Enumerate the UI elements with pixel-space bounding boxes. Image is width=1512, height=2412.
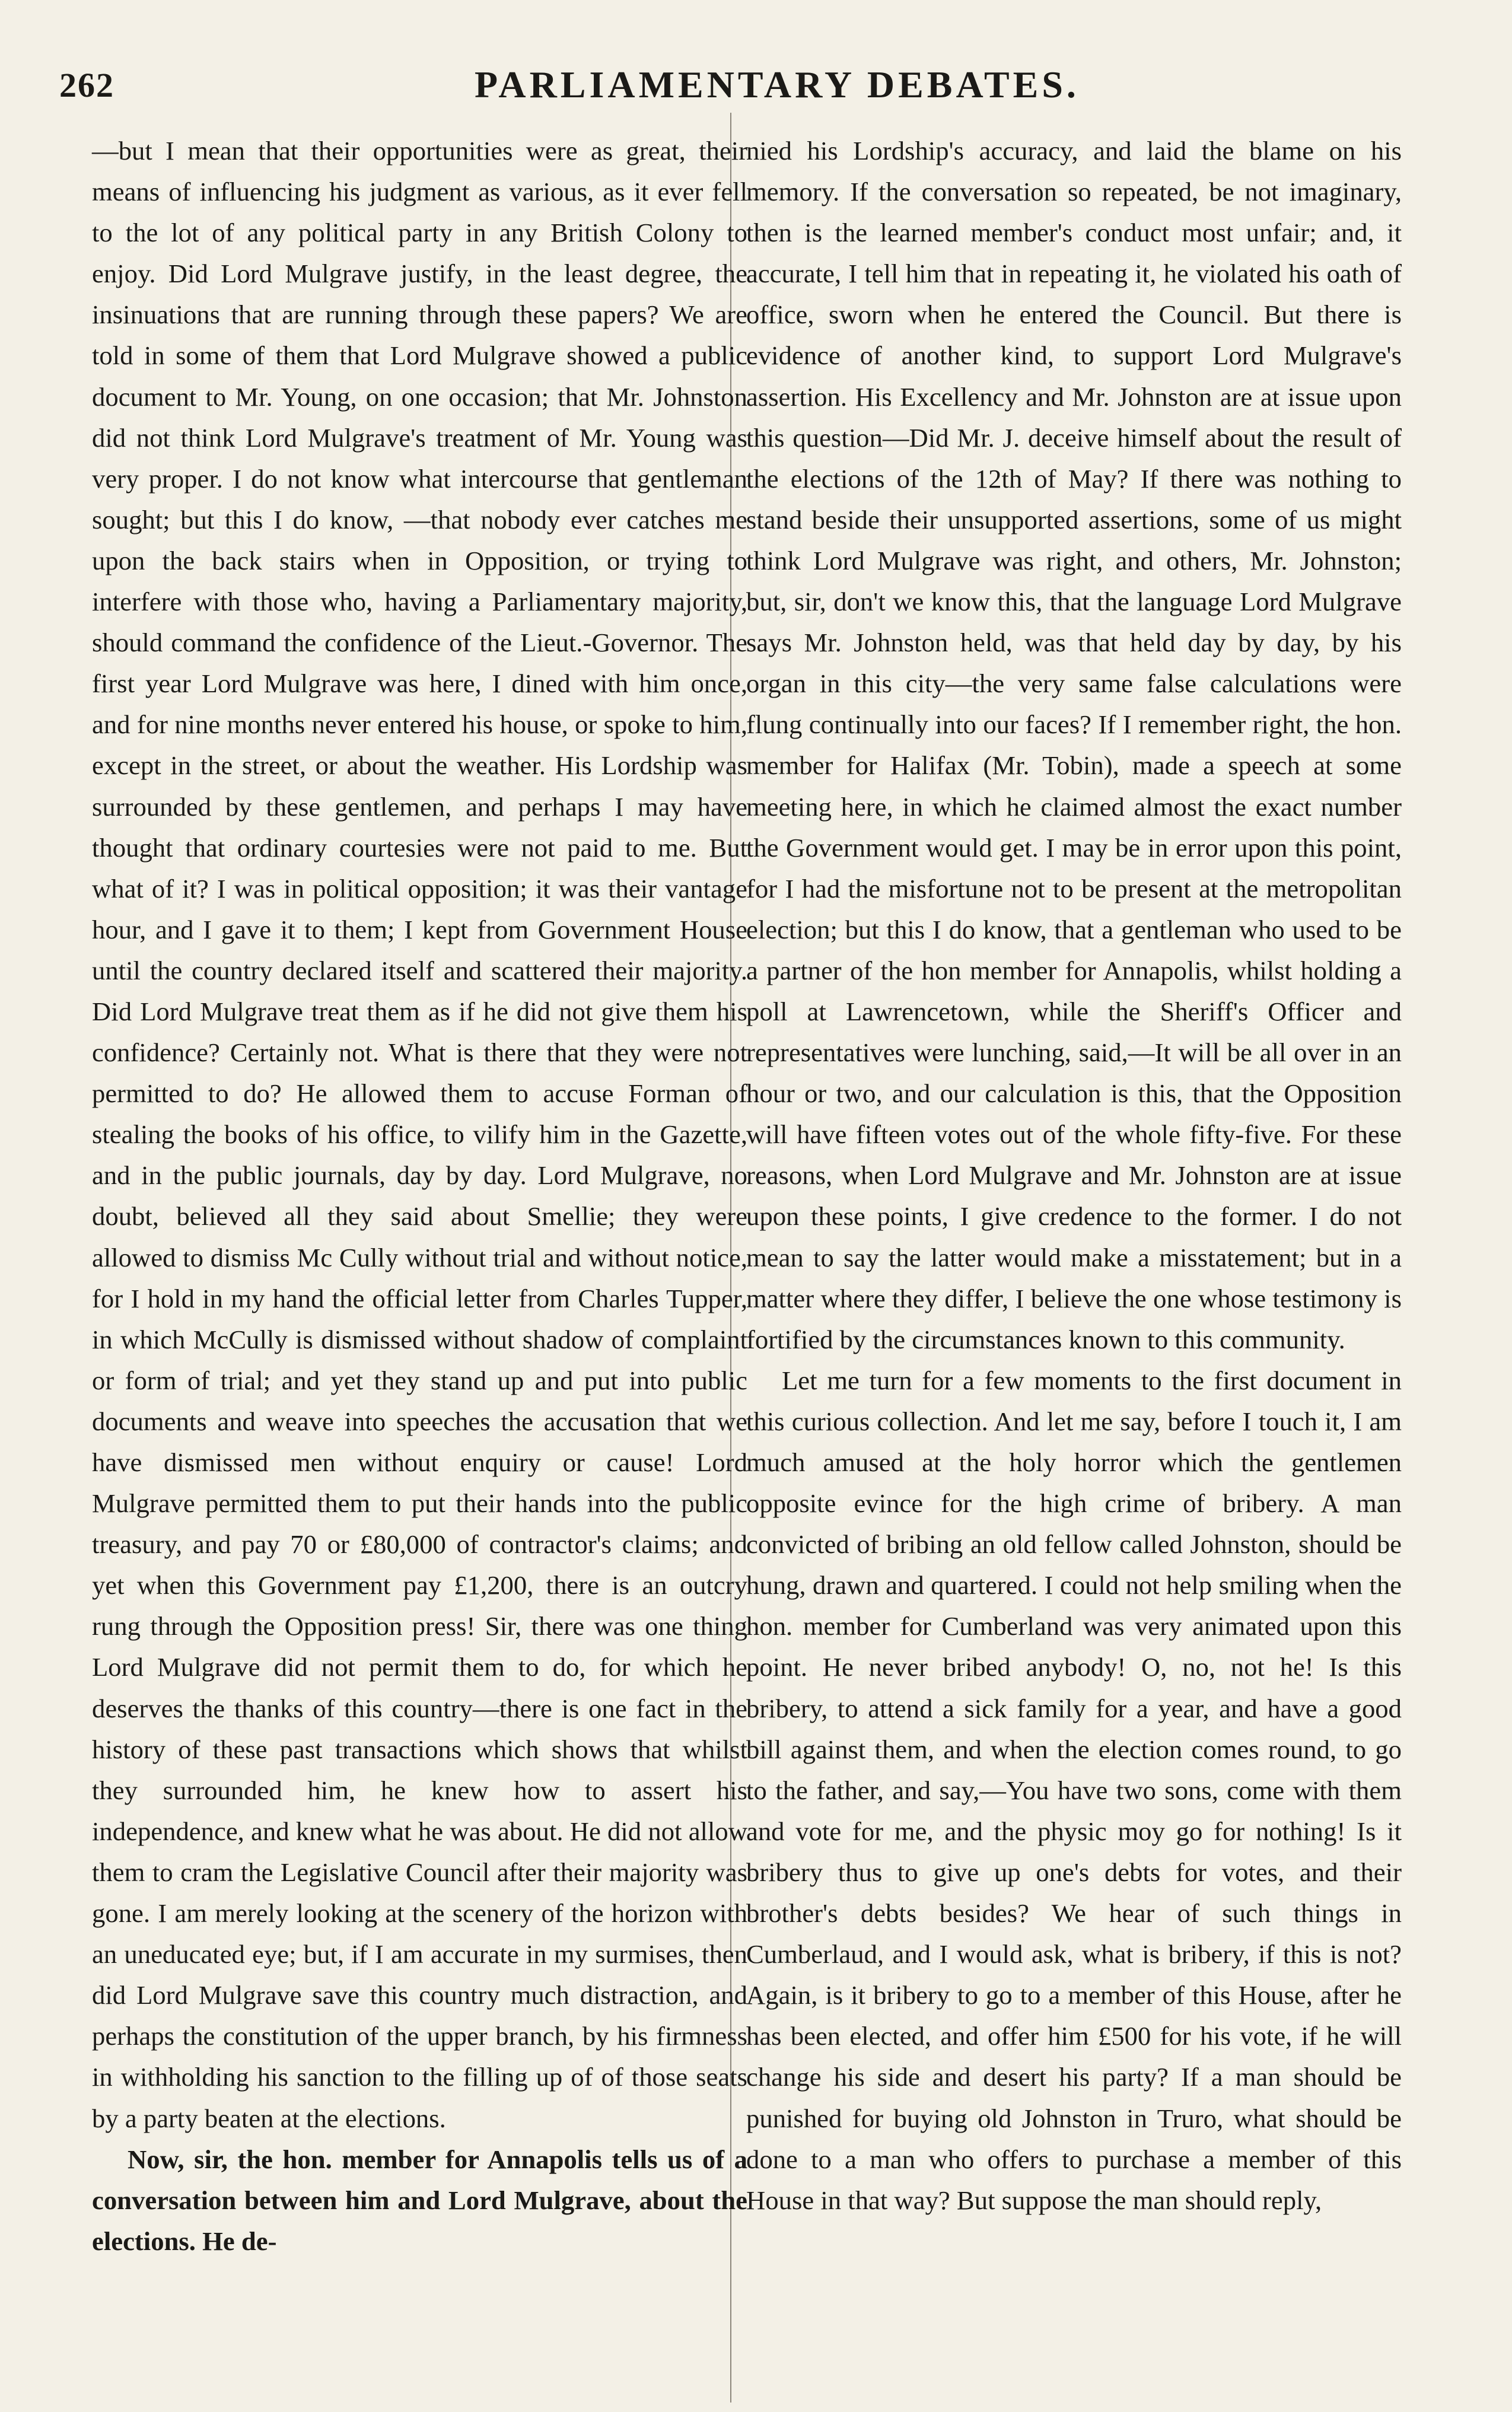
left-column xyxy=(92,131,747,2262)
right-column xyxy=(746,131,1402,2221)
left-paragraph-2: Now, sir, the hon. member for Annapolis tells us of a conversation between him and Lord Mulgrave, about the elections. He de- xyxy=(92,2144,747,2256)
left-paragraph-1: —but I mean that their opportunities were as great, their means of influencing his judgment as various, as it ever fell to the lot of any political party in any British Colony to enjoy. Did Lord Mulgrave justify, in the least degree, the insinuations that are running through these papers? We are told in some of them that Lord Mulgrave showed a public document to Mr. Young, on one occasion; that Mr. Johnston did not think Lord Mulgrave's treatment of Mr. Young was very proper. I do not know what intercourse that gentleman sought; but this I do know, —that nobody ever catches me upon the back stairs when in Opposition, or trying to interfere with those who, having a Parliamentary majority, should command the confidence of the Lieut.-Governor. The first year Lord Mulgrave was here, I dined with him once, and for nine months never entered his house, or spoke to him, except in the street, or about the weather. His Lordship was surrounded by these gentlemen, and perhaps I may have thought that ordinary courtesies were not paid to me. But what of it? I was in political opposition; it was their vantage hour, and I gave it to them; I kept from Government House until the country declared itself and scattered their majority. Did Lord Mulgrave treat them as if he did not give them his confidence? Certainly not. What is there that they were not permitted to do? He allowed them to accuse Forman of stealing the books of his office, to vilify him in the Gazette, and in the public journals, day by day. Lord Mulgrave, no doubt, believed all they said about Smellie; they were allowed to dismiss Mc Cully without trial and without notice, for I hold in my hand the official letter from Charles Tupper, in which McCully is dismissed without shadow of complaint or form of trial; and yet they stand up and put into public documents and weave into speeches the accusation that we have dismissed men without enquiry or cause! Lord Mulgrave permitted them to put their hands into the public treasury, and pay 70 or £80,000 of contractor's claims; and yet when this Government pay £1,200, there is an outcry rung through the Opposition press! Sir, there was one thing Lord Mulgrave did not permit them to do, for which he deserves the thanks of this country—there is one fact in the history of these past transactions which shows that whilst they surrounded him, he knew how to assert his independence, and knew what he was about. He did not allow them to cram the Legislative Council after their majority was gone. I am merely looking at the scenery of the horizon with an uneducated eye; but, if I am accurate in my surmises, then did Lord Mulgrave save this country much distraction, and perhaps the constitution of the upper branch, by his firmness in withholding his sanction to the filling up of of those seats by a party beaten at the elections. xyxy=(92,136,747,2133)
page-number: 262 xyxy=(59,66,114,104)
right-paragraph-2: Let me turn for a few moments to the first document in this curious collection. And let me say, before I touch it, I am much amused at the holy horror which the gentlemen opposite evince for the high crime of bribery. A man convicted of bribing an old fellow called Johnston, should be hung, drawn and quartered. I could not help smiling when the hon. member for Cumberland was very animated upon this point. He never bribed anybody! O, no, not he! Is this bribery, to attend a sick family for a year, and have a good bill against them, and when the election comes round, to go to the father, and say,—You have two sons, come with them and vote for me, and the physic moy go for nothing! Is it bribery thus to give up one's debts for votes, and their brother's debts besides? We hear of such things in Cumberlaud, and I would ask, what is bribery, if this is not? Again, is it bribery to go to a member of this House, after he has been elected, and offer him £500 for his vote, if he will change his side and desert his party? If a man should be punished for buying old Johnston in Truro, what should be done to a man who offers to purchase a member of this House in that way? But suppose the man should reply, xyxy=(746,1365,1402,2215)
running-title: PARLIAMENTARY DEBATES. xyxy=(475,63,1080,106)
right-paragraph-1: nied his Lordship's accuracy, and laid the blame on his memory. If the conversation so repeated, be not imaginary, then is the learned member's conduct most unfair; and, it accurate, I tell him that in repeating it, he violated his oath of office, sworn when he entered the Council. But there is evidence of another kind, to support Lord Mulgrave's assertion. His Excellency and Mr. Johnston are at issue upon this question—Did Mr. J. deceive himself about the result of the elections of the 12th of May? If there was nothing to stand beside their unsupported assertions, some of us might think Lord Mulgrave was right, and others, Mr. Johnston; but, sir, don't we know this, that the language Lord Mulgrave says Mr. Johnston held, was that held day by day, by his organ in this city—the very same false calculations were flung continually into our faces? If I remember right, the hon. member for Halifax (Mr. Tobin), made a speech at some meeting here, in which he claimed almost the exact number the Government would get. I may be in error upon this point, for I had the misfortune not to be present at the metropolitan election; but this I do know, that a gentleman who used to be a partner of the hon member for Annapolis, whilst holding a poll at Lawrencetown, while the Sheriff's Officer and representatives were lunching, said,—It will be all over in an hour or two, and our calculation is this, that the Opposition will have fifteen votes out of the whole fifty-five. For these reasons, when Lord Mulgrave and Mr. Johnston are at issue upon these points, I give credence to the former. I do not mean to say the latter would make a misstatement; but in a matter where they differ, I believe the one whose testimony is fortified by the circumstances known to this community. xyxy=(746,136,1402,1354)
page-header xyxy=(59,57,1459,114)
